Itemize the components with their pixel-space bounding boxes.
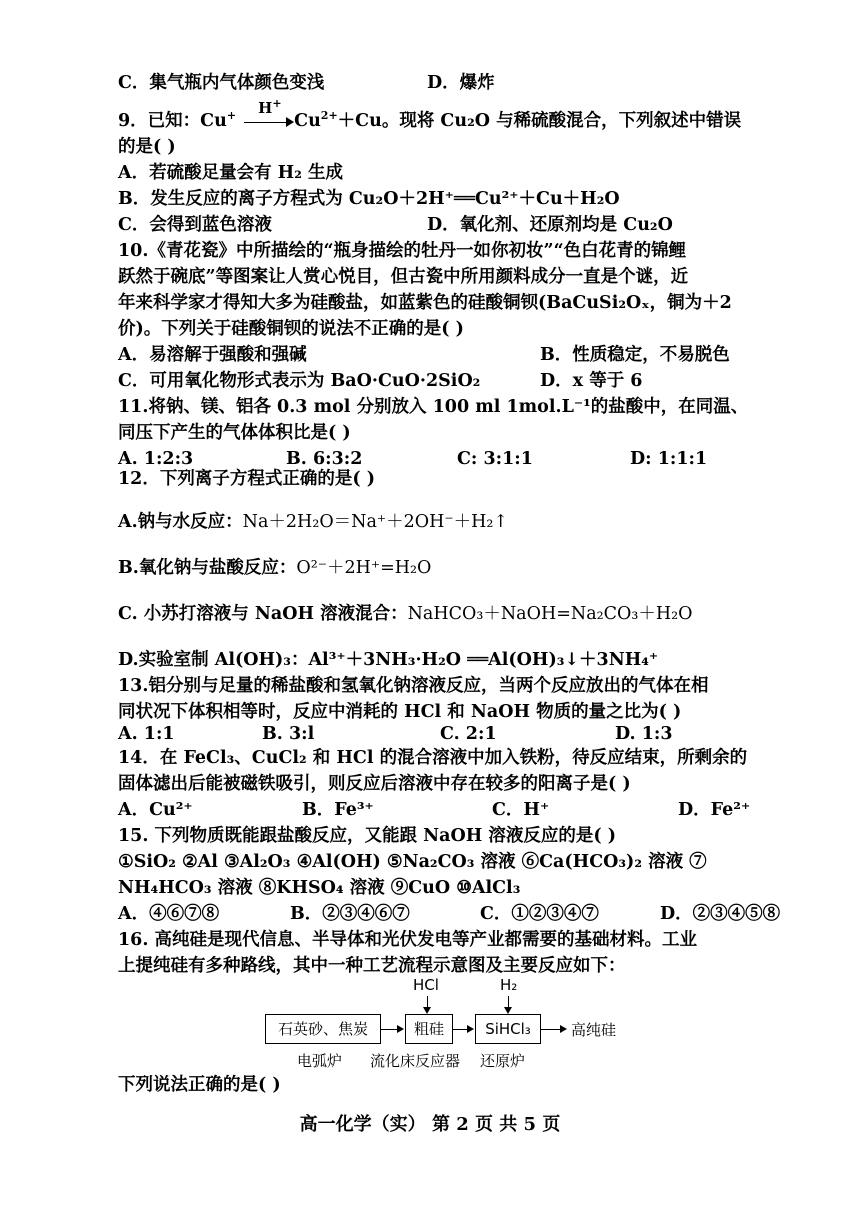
q14-stem-line2: 固体滤出后能被磁铁吸引，则反应后溶液中存在较多的阳离子是( ): [118, 774, 631, 794]
q12-option-b: [118, 556, 431, 580]
q8-option-c: C．集气瓶内气体颜色变浅: [118, 73, 325, 93]
arrow-label: H: [258, 98, 273, 117]
stage-reduction-furnace: 还原炉: [480, 1052, 526, 1070]
q11-option-c: C: 3:1:1: [457, 449, 533, 469]
q15-stem-line3: NH₄HCO₃ 溶液 ⑧KHSO₄ 溶液 ⑨CuO ⑩AlCl₃: [118, 878, 521, 898]
q12-option-c-equation: NaHCO₃＋NaOH=Na₂CO₃＋H₂O: [407, 604, 693, 624]
q13-option-d: D. 1:3: [615, 724, 673, 744]
q9-option-c: C．会得到蓝色溶液: [118, 215, 272, 235]
q13-option-b: B. 3:l: [262, 724, 315, 744]
q13-option-c: C. 2:1: [440, 724, 497, 744]
q14-option-d: D．Fe²⁺: [678, 800, 751, 820]
stage-fluidized-bed: 流化床反应器: [370, 1052, 461, 1070]
q9-tail: ＋Cu。现将 Cu₂O 与稀硫酸混合，下列叙述中错误: [337, 111, 742, 131]
q12-option-b-equation: O²⁻＋2H⁺=H₂O: [296, 558, 432, 578]
q15-option-d: D．②③④⑤⑧: [660, 904, 781, 924]
q12-option-c: [118, 602, 693, 626]
q10-stem-line1: 10.《青花瓷》中所描绘的“瓶身描绘的牡丹一如你初妆”“色白花青的锦鲤: [118, 241, 687, 261]
flow-line-3: [541, 1029, 561, 1030]
q10-stem-line2: 跃然于碗底”等图案让人赏心悦目，但古瓷中所用颜料成分一直是个谜，近: [118, 267, 689, 287]
right-arrow-icon: [467, 1025, 474, 1033]
q12-option-a-label: A.钠与水反应：: [118, 512, 243, 532]
q15-stem-line1: 15. 下列物质既能跟盐酸反应，又能跟 NaOH 溶液反应的是( ): [118, 826, 616, 846]
q15-option-b: B．②③④⑥⑦: [290, 904, 410, 924]
q10-option-b: B．性质稳定，不易脱色: [540, 345, 730, 365]
q14-stem-line1: 14．在 FeCl₃、CuCl₂ 和 HCl 的混合溶液中加入铁粉，待反应结束，所剩余的: [118, 748, 748, 768]
q8-option-d: D．爆炸: [427, 73, 495, 93]
q13-option-a: A. 1:1: [118, 724, 175, 744]
reaction-arrow-icon: [242, 96, 294, 132]
q10-stem-line4: 价)。下列关于硅酸铜钡的说法不正确的是( ): [118, 319, 464, 339]
q9-option-d: D．氧化剂、还原剂均是 Cu₂O: [427, 215, 673, 235]
right-arrow-icon: [397, 1025, 404, 1033]
q9-stem-line2: 的是( ): [118, 137, 176, 157]
q13-stem-line2: 同状况下体积相等时，反应中消耗的 HCl 和 NaOH 物质的量之比为( ): [118, 702, 682, 722]
q12-option-c-label: C. 小苏打溶液与 NaOH 溶液混合：: [118, 604, 408, 624]
q16-stem-line3: 下列说法正确的是( ): [118, 1075, 281, 1095]
q16-stem-line2: 上提纯硅有多种路线，其中一种工艺流程示意图及主要反应如下：: [118, 956, 626, 976]
q16-stem-line1: 16. 高纯硅是现代信息、半导体和光伏发电等产业都需要的基础材料。工业: [118, 930, 698, 950]
q10-option-d: D．x 等于 6: [540, 371, 643, 391]
q11-stem-line1: 11.将钠、镁、铝各 0.3 mol 分别放入 100 ml 1mol.L⁻¹的盐酸中，在同温、: [118, 397, 749, 417]
down-arrow-icon: [423, 1007, 431, 1014]
box-crude-silicon: 粗硅: [405, 1014, 453, 1044]
page-footer: 高一化学（实） 第 2 页 共 5 页: [299, 1114, 561, 1135]
q9-stem-line1: [118, 96, 742, 133]
box-sihcl3: SiHCl₃: [475, 1014, 541, 1044]
q11-option-d: D: 1:1:1: [630, 449, 708, 469]
q9-sup-plus: +: [226, 109, 237, 123]
q14-option-a: A．Cu²⁺: [118, 800, 193, 820]
box-quartz-coke: 石英砂、焦炭: [265, 1014, 381, 1044]
q12-option-b-label: B.氧化钠与盐酸反应：: [118, 558, 297, 578]
down-arrow-icon: [504, 1007, 512, 1014]
q13-stem-line1: 13.铝分别与足量的稀盐酸和氢氧化钠溶液反应，当两个反应放出的气体在相: [118, 676, 709, 696]
q10-option-c: C．可用氧化物形式表示为 BaO·CuO·2SiO₂: [118, 371, 481, 391]
q12-option-d: D.实验室制 Al(OH)₃：Al³⁺＋3NH₃·H₂O ══Al(OH)₃↓＋3NH₄⁺: [118, 650, 659, 670]
q9-product: Cu: [294, 111, 321, 131]
q14-option-b: B．Fe³⁺: [302, 800, 374, 820]
input-hcl-label: HCl: [413, 976, 439, 994]
q9-option-a: A．若硫酸足量会有 H₂ 生成: [118, 163, 343, 183]
q12-stem: 12．下列离子方程式正确的是( ): [118, 469, 376, 489]
q11-option-a: A. 1:2:3: [118, 449, 194, 469]
q11-option-b: B. 6:3:2: [286, 449, 363, 469]
right-arrow-icon: [560, 1025, 567, 1033]
q11-stem-line2: 同压下产生的气体体积比是( ): [118, 423, 351, 443]
product-high-purity-silicon: 高纯硅: [571, 1021, 617, 1039]
flow-line-2: [453, 1029, 468, 1030]
q9-prefix: 9．已知：Cu: [118, 111, 227, 131]
stage-arc-furnace: 电弧炉: [297, 1052, 343, 1070]
q12-option-a: [118, 510, 508, 534]
q10-option-a: A．易溶解于强酸和强碱: [118, 345, 307, 365]
arrow-label-sup: +: [272, 96, 282, 110]
q12-option-a-equation: Na＋2H₂O＝Na⁺＋2OH⁻＋H₂↑: [242, 512, 509, 532]
input-h2-label: H₂: [500, 976, 518, 994]
q15-option-c: C．①②③④⑦: [480, 904, 599, 924]
q10-stem-line3: 年来科学家才得知大多为硅酸盐，如蓝紫色的硅酸铜钡(BaCuSi₂Oₓ，铜为＋2: [118, 293, 732, 313]
q14-option-c: C．H⁺: [492, 800, 550, 820]
q9-option-b: B．发生反应的离子方程式为 Cu₂O＋2H⁺══Cu²⁺＋Cu＋H₂O: [118, 189, 620, 209]
q15-stem-line2: ①SiO₂ ②Al ③Al₂O₃ ④Al(OH) ⑤Na₂CO₃ 溶液 ⑥Ca(HCO₃)₂ 溶液 ⑦: [118, 852, 707, 872]
q9-sup-2plus: 2+: [320, 109, 338, 123]
flow-line-1: [381, 1029, 398, 1030]
q15-option-a: A．④⑥⑦⑧: [118, 904, 220, 924]
